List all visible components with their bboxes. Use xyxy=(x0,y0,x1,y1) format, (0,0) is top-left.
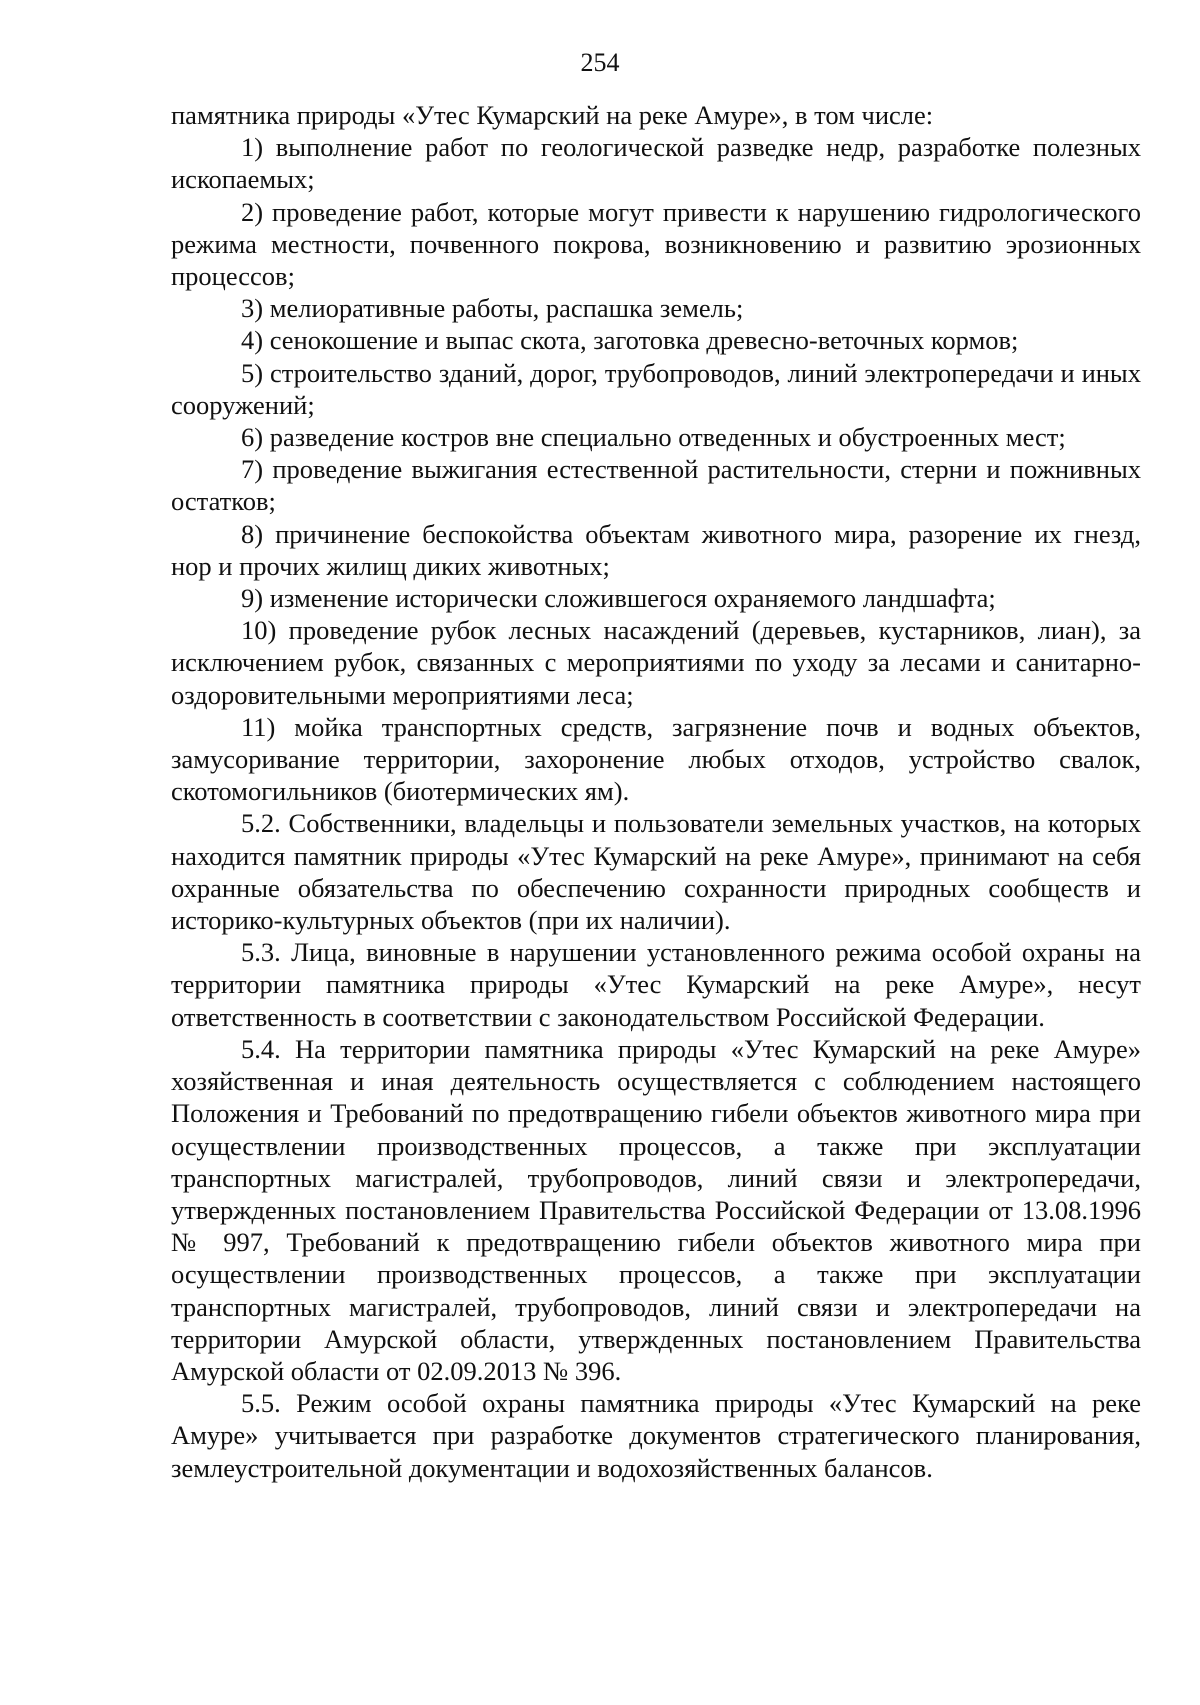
clause-5-2: 5.2. Собственники, владельцы и пользователи земельных участков, на которых находится памятник природы «Утес Кумарский на реке Амуре», принимают на себя охранные обязательства по обеспечению сохранности природных сообществ и историко-культурных объектов (при их наличии). xyxy=(171,808,1141,936)
list-item-7: 7) проведение выжигания естественной растительности, стерни и пожнивных остатков; xyxy=(171,454,1141,517)
paragraph-intro: памятника природы «Утес Кумарский на реке Амуре», в том числе: xyxy=(171,100,934,130)
document-body xyxy=(171,99,1141,1484)
list-item-2: 2) проведение работ, которые могут привести к нарушению гидрологического режима местности, почвенного покрова, возникновению и развитию эрозионных процессов; xyxy=(171,196,1141,292)
list-item-6: 6) разведение костров вне специально отведенных и обустроенных мест; xyxy=(241,422,1066,453)
clause-5-4: 5.4. На территории памятника природы «Утес Кумарский на реке Амуре» хозяйственная и иная деятельность осуществляется с соблюдением настоящего Положения и Требований по предотвращению гибели объектов животного мира при осуществлении производственных процессов, а также при эксплуатации транспортных магистралей, трубопроводов, линий связи и электропередачи, утвержденных постановлением Правительства Российской Федерации от 13.08.1996 № 997, Требований к предотвращению гибели объектов животного мира при осуществлении производственных процессов, а также при эксплуатации транспортных магистралей, трубопроводов, линий связи и электропередачи на территории Амурской области, утвержденных постановлением Правительства Амурской области от 02.09.2013 № 396. xyxy=(171,1033,1141,1386)
page-number: 254 xyxy=(580,48,620,77)
list-item-5: 5) строительство зданий, дорог, трубопроводов, линий электропередачи и иных сооружений; xyxy=(171,357,1141,420)
list-item-1: 1) выполнение работ по геологической разведке недр, разработке полезных ископаемых; xyxy=(171,132,1141,195)
list-item-11: 11) мойка транспортных средств, загрязнение почв и водных объектов, замусоривание территории, захоронение любых отходов, устройство свалок, скотомогильников (биотермических ям). xyxy=(171,711,1141,807)
list-item-8: 8) причинение беспокойства объектам животного мира, разорение их гнезд, нор и прочих жилищ диких животных; xyxy=(171,518,1141,581)
clause-5-3: 5.3. Лица, виновные в нарушении установленного режима особой охраны на территории памятника природы «Утес Кумарский на реке Амуре», несут ответственность в соответствии с законодательством Российской Федерации. xyxy=(171,937,1141,1032)
list-item-9: 9) изменение исторически сложившегося охраняемого ландшафта; xyxy=(241,583,996,614)
clause-5-5: 5.5. Режим особой охраны памятника природы «Утес Кумарский на реке Амуре» учитывается при разработке документов стратегического планирования, землеустроительной документации и водохозяйственных балансов. xyxy=(171,1388,1141,1483)
list-item-3: 3) мелиоративные работы, распашка земель; xyxy=(241,293,744,324)
list-item-10: 10) проведение рубок лесных насаждений (деревьев, кустарников, лиан), за исключением рубок, связанных с мероприятиями по уходу за лесами и санитарно-оздоровительными мероприятиями леса; xyxy=(171,615,1141,710)
list-item-4: 4) сенокошение и выпас скота, заготовка древесно-веточных кормов; xyxy=(241,325,1019,356)
